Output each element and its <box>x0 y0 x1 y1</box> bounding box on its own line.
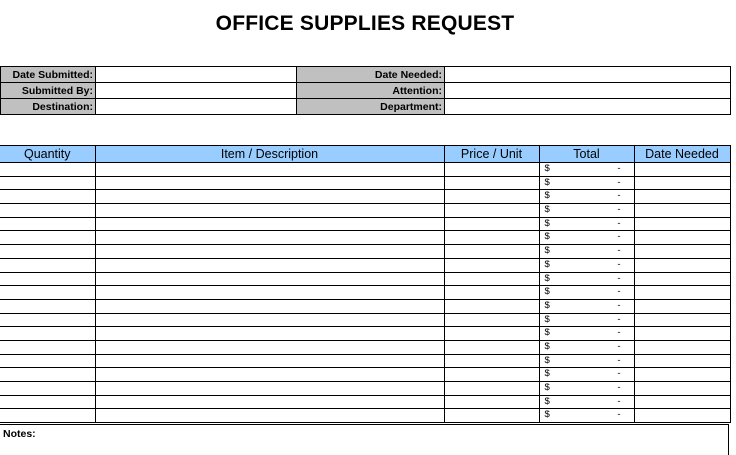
price-unit-cell[interactable] <box>444 258 539 272</box>
item-description-cell[interactable] <box>95 190 444 204</box>
price-unit-cell[interactable] <box>444 272 539 286</box>
date-needed-cell[interactable] <box>634 190 730 204</box>
table-row <box>0 409 730 423</box>
price-unit-cell[interactable] <box>444 313 539 327</box>
quantity-cell[interactable] <box>0 176 95 190</box>
price-unit-cell[interactable] <box>444 163 539 177</box>
total-cell <box>539 327 634 341</box>
total-value: - <box>617 231 621 243</box>
item-description-cell[interactable] <box>95 258 444 272</box>
submitted-by-label: Submitted By: <box>1 83 96 99</box>
item-description-cell[interactable] <box>95 327 444 341</box>
items-table <box>0 145 731 423</box>
item-description-cell[interactable] <box>95 354 444 368</box>
quantity-cell[interactable] <box>0 190 95 204</box>
total-value: - <box>617 217 621 229</box>
total-value: - <box>617 176 621 188</box>
table-row <box>0 327 730 341</box>
total-value: - <box>617 245 621 257</box>
date-needed-cell[interactable] <box>634 286 730 300</box>
total-cell <box>539 231 634 245</box>
attention-label: Attention: <box>297 83 445 99</box>
price-unit-cell[interactable] <box>444 395 539 409</box>
price-unit-cell[interactable] <box>444 368 539 382</box>
item-description-cell[interactable] <box>95 176 444 190</box>
price-unit-cell[interactable] <box>444 299 539 313</box>
quantity-cell[interactable] <box>0 327 95 341</box>
total-cell <box>539 272 634 286</box>
total-value: - <box>617 409 621 421</box>
notes-area[interactable] <box>0 424 729 455</box>
currency-symbol: $ <box>544 382 550 393</box>
submitted-by-field[interactable] <box>96 83 297 99</box>
table-row <box>0 286 730 300</box>
item-description-cell[interactable] <box>95 340 444 354</box>
date-needed-header: Date Needed <box>634 146 730 163</box>
date-needed-cell[interactable] <box>634 258 730 272</box>
total-value: - <box>617 272 621 284</box>
total-cell <box>539 368 634 382</box>
currency-symbol: $ <box>544 313 550 325</box>
date-submitted-label: Date Submitted: <box>1 67 96 83</box>
currency-symbol: $ <box>544 286 550 298</box>
total-value: - <box>617 313 621 325</box>
currency-symbol: $ <box>544 231 550 243</box>
date-needed-cell[interactable] <box>634 409 730 423</box>
table-row <box>0 258 730 272</box>
currency-symbol: $ <box>544 299 550 311</box>
quantity-cell[interactable] <box>0 245 95 259</box>
table-row <box>0 217 730 231</box>
item-description-cell[interactable] <box>95 313 444 327</box>
table-row <box>0 395 730 409</box>
item-description-cell[interactable] <box>95 382 444 396</box>
request-info-table <box>0 66 731 115</box>
total-cell <box>539 163 634 177</box>
total-cell <box>539 382 634 396</box>
item-description-cell[interactable] <box>95 245 444 259</box>
quantity-cell[interactable] <box>0 286 95 300</box>
quantity-cell[interactable] <box>0 217 95 231</box>
date-needed-cell[interactable] <box>634 340 730 354</box>
currency-symbol: $ <box>544 190 550 202</box>
item-description-cell[interactable] <box>95 286 444 300</box>
total-cell <box>539 354 634 368</box>
total-cell <box>539 258 634 272</box>
total-value: - <box>617 204 621 216</box>
date-needed-cell[interactable] <box>634 327 730 341</box>
date-needed-cell[interactable] <box>634 368 730 382</box>
price-unit-cell[interactable] <box>444 327 539 341</box>
table-row <box>0 313 730 327</box>
price-unit-cell[interactable] <box>444 340 539 354</box>
item-description-cell[interactable] <box>95 204 444 218</box>
total-value: - <box>617 299 621 311</box>
total-value: - <box>617 395 621 407</box>
currency-symbol: $ <box>544 163 550 174</box>
item-description-cell[interactable] <box>95 272 444 286</box>
price-unit-cell[interactable] <box>444 176 539 190</box>
currency-symbol: $ <box>544 409 550 421</box>
price-unit-cell[interactable] <box>444 190 539 204</box>
date-needed-cell[interactable] <box>634 217 730 231</box>
currency-symbol: $ <box>544 245 550 257</box>
date-needed-label: Date Needed: <box>297 67 445 83</box>
total-cell <box>539 217 634 231</box>
price-unit-cell[interactable] <box>444 204 539 218</box>
table-row <box>0 245 730 259</box>
table-row <box>0 368 730 382</box>
destination-field[interactable] <box>96 99 297 115</box>
destination-label: Destination: <box>1 99 96 115</box>
date-needed-cell[interactable] <box>634 163 730 177</box>
quantity-cell[interactable] <box>0 272 95 286</box>
quantity-cell[interactable] <box>0 395 95 409</box>
date-needed-cell[interactable] <box>634 299 730 313</box>
total-cell <box>539 340 634 354</box>
currency-symbol: $ <box>544 340 550 352</box>
table-row <box>0 382 730 396</box>
price-unit-cell[interactable] <box>444 286 539 300</box>
quantity-cell[interactable] <box>0 340 95 354</box>
table-row <box>0 204 730 218</box>
total-cell <box>539 190 634 204</box>
total-header: Total <box>539 146 634 163</box>
quantity-header: Quantity <box>0 146 95 163</box>
item-description-cell[interactable] <box>95 299 444 313</box>
total-value: - <box>617 286 621 298</box>
table-row <box>0 354 730 368</box>
total-value: - <box>617 190 621 202</box>
total-value: - <box>617 340 621 352</box>
date-needed-cell[interactable] <box>634 231 730 245</box>
total-value: - <box>617 382 621 393</box>
table-row <box>0 299 730 313</box>
quantity-cell[interactable] <box>0 204 95 218</box>
quantity-cell[interactable] <box>0 231 95 245</box>
total-value: - <box>617 327 621 339</box>
quantity-cell[interactable] <box>0 313 95 327</box>
currency-symbol: $ <box>544 395 550 407</box>
quantity-cell[interactable] <box>0 354 95 368</box>
item-description-cell[interactable] <box>95 217 444 231</box>
currency-symbol: $ <box>544 176 550 188</box>
quantity-cell[interactable] <box>0 368 95 382</box>
notes-label: Notes: <box>3 428 36 440</box>
date-needed-cell[interactable] <box>634 313 730 327</box>
currency-symbol: $ <box>544 368 550 380</box>
total-cell <box>539 395 634 409</box>
currency-symbol: $ <box>544 204 550 216</box>
item-description-cell[interactable] <box>95 231 444 245</box>
attention-field[interactable] <box>445 83 731 99</box>
total-value: - <box>617 163 621 174</box>
date-needed-cell[interactable] <box>634 354 730 368</box>
table-row <box>0 231 730 245</box>
table-row <box>0 190 730 204</box>
price-unit-cell[interactable] <box>444 382 539 396</box>
date-needed-cell[interactable] <box>634 272 730 286</box>
item-description-cell[interactable] <box>95 368 444 382</box>
quantity-cell[interactable] <box>0 299 95 313</box>
table-row <box>0 163 730 177</box>
price-unit-cell[interactable] <box>444 354 539 368</box>
table-row <box>0 340 730 354</box>
currency-symbol: $ <box>544 354 550 366</box>
price-unit-cell[interactable] <box>444 245 539 259</box>
date-needed-cell[interactable] <box>634 176 730 190</box>
quantity-cell[interactable] <box>0 382 95 396</box>
item-description-cell[interactable] <box>95 409 444 423</box>
item-description-cell[interactable] <box>95 395 444 409</box>
date-submitted-field[interactable] <box>96 67 297 83</box>
total-cell <box>539 313 634 327</box>
date-needed-cell[interactable] <box>634 204 730 218</box>
price-unit-header: Price / Unit <box>444 146 539 163</box>
price-unit-cell[interactable] <box>444 217 539 231</box>
total-value: - <box>617 258 621 270</box>
date-needed-cell[interactable] <box>634 382 730 396</box>
price-unit-cell[interactable] <box>444 231 539 245</box>
date-needed-cell[interactable] <box>634 245 730 259</box>
form-title: OFFICE SUPPLIES REQUEST <box>215 12 515 35</box>
total-cell <box>539 409 634 423</box>
currency-symbol: $ <box>544 327 550 339</box>
price-unit-cell[interactable] <box>444 409 539 423</box>
department-field[interactable] <box>445 99 731 115</box>
currency-symbol: $ <box>544 272 550 284</box>
table-row <box>0 176 730 190</box>
date-needed-cell[interactable] <box>634 395 730 409</box>
total-cell <box>539 286 634 300</box>
total-value: - <box>617 368 621 380</box>
total-cell <box>539 245 634 259</box>
date-needed-field[interactable] <box>445 67 731 83</box>
department-label: Department: <box>297 99 445 115</box>
quantity-cell[interactable] <box>0 409 95 423</box>
total-cell <box>539 299 634 313</box>
currency-symbol: $ <box>544 217 550 229</box>
currency-symbol: $ <box>544 258 550 270</box>
item-description-cell[interactable] <box>95 163 444 177</box>
item-description-header: Item / Description <box>95 146 444 163</box>
total-value: - <box>617 354 621 366</box>
table-row <box>0 272 730 286</box>
total-cell <box>539 204 634 218</box>
quantity-cell[interactable] <box>0 163 95 177</box>
total-cell <box>539 176 634 190</box>
quantity-cell[interactable] <box>0 258 95 272</box>
